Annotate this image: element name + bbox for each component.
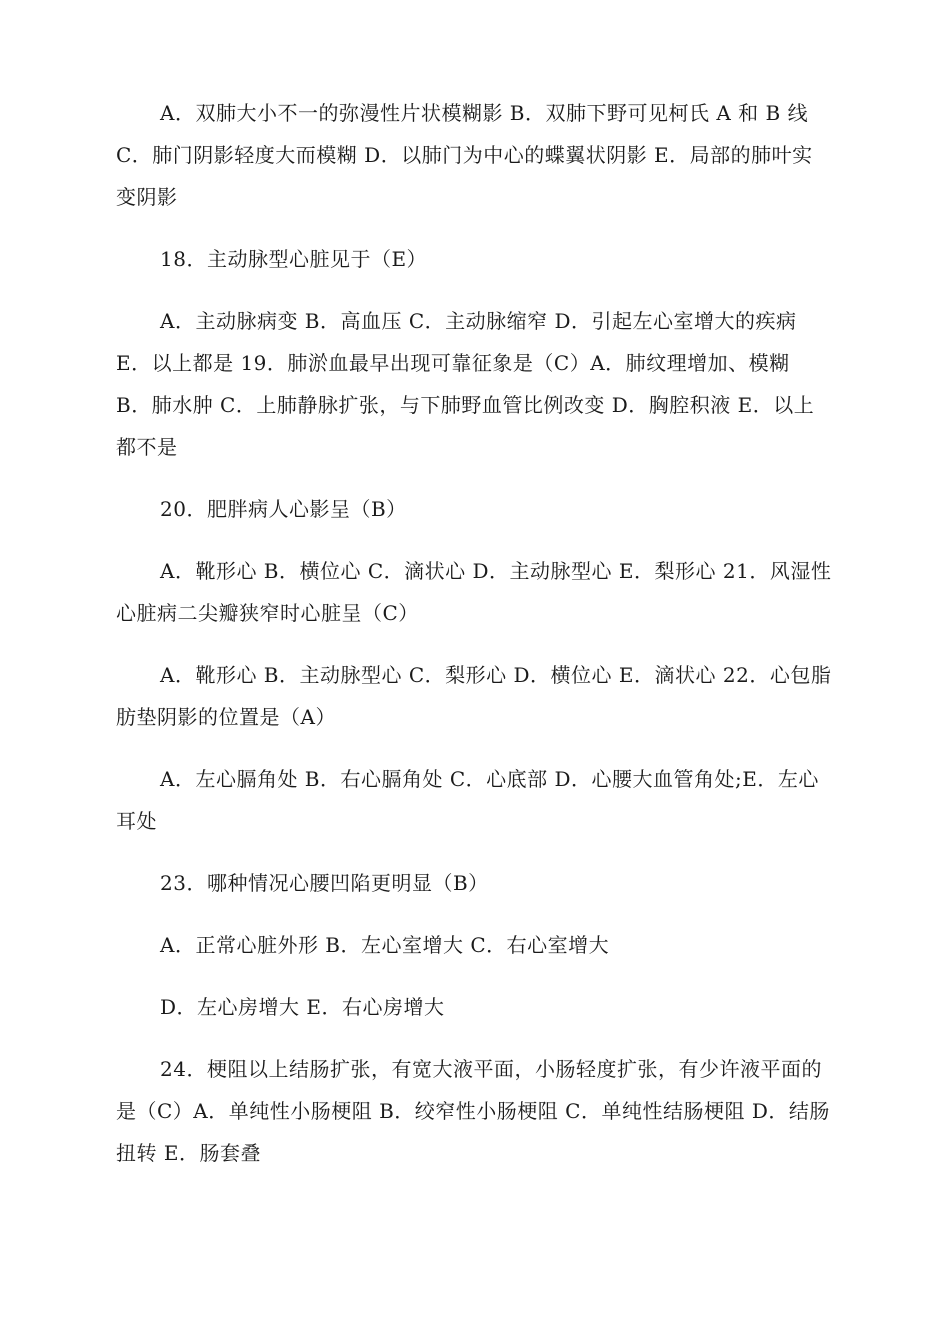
paragraph-options-18-question-19: A．主动脉病变 B．高血压 C．主动脉缩窄 D．引起左心室增大的疾病 E．以上都是 19．肺淤血最早出现可靠征象是（C）A．肺纹理增加、模糊 B．肺水肿 C．上肺静脉扩张，与下肺野血管比例改变 D．胸腔积液 E．以上都不是 [116, 309, 815, 459]
paragraph-options-20-question-21: A．靴形心 B．横位心 C．滴状心 D．主动脉型心 E．梨形心 21．风湿性心脏病二尖瓣狭窄时心脏呈（C） [116, 559, 832, 625]
paragraph-question-18: 18．主动脉型心脏见于（E） [160, 247, 428, 271]
paragraph-options-22: A．左心膈角处 B．右心膈角处 C．心底部 D．心腰大血管角处;E．左心耳处 [116, 767, 819, 833]
paragraph-question-23: 23．哪种情况心腰凹陷更明显（B） [160, 871, 489, 895]
paragraph-options-17: A．双肺大小不一的弥漫性片状模糊影 B．双肺下野可见柯氏 A 和 B 线 C．肺门阴影轻度大而模糊 D．以肺门为中心的蝶翼状阴影 E．局部的肺叶实变阴影 [116, 101, 813, 209]
paragraph-options-23-part-1: A．正常心脏外形 B．左心室增大 C．右心室增大 [160, 933, 610, 957]
paragraph-question-20: 20．肥胖病人心影呈（B） [160, 497, 407, 521]
document-page [116, 92, 832, 1174]
paragraph-question-24: 24．梗阻以上结肠扩张，有宽大液平面，小肠轻度扩张，有少许液平面的是（C）A．单纯性小肠梗阻 B．绞窄性小肠梗阻 C．单纯性结肠梗阻 D．结肠扭转 E．肠套叠 [116, 1057, 830, 1165]
paragraph-options-23-part-2: D．左心房增大 E．右心房增大 [160, 995, 445, 1019]
paragraph-options-21-question-22: A．靴形心 B．主动脉型心 C．梨形心 D．横位心 E．滴状心 22．心包脂肪垫阴影的位置是（A） [116, 663, 832, 729]
